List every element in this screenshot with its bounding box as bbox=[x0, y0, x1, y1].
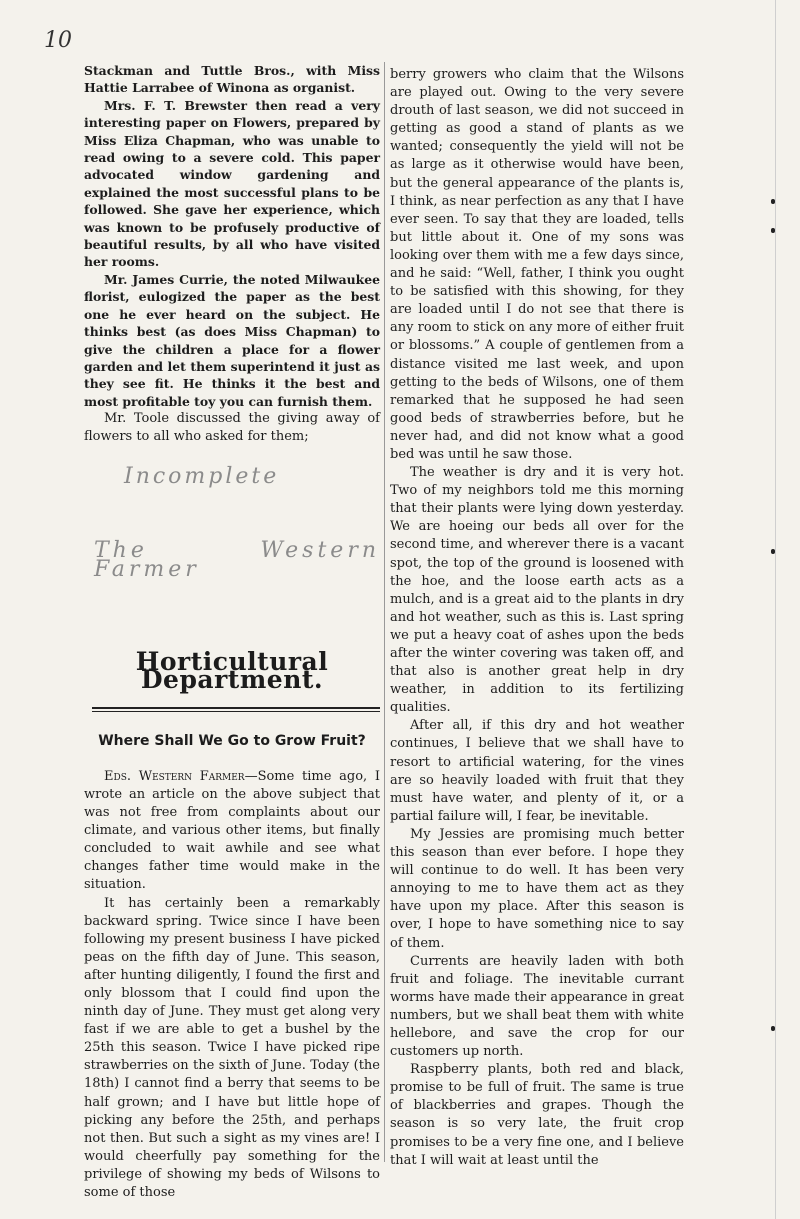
binding-hole-mark bbox=[771, 1026, 775, 1031]
article-body bbox=[84, 768, 380, 1202]
report-paragraph: Mr. James Currie, the noted Milwaukee florist, eulogized the paper as the best one he ever heard on the subject. He thinks best (as does Miss Chapman) to give the children a place for a flower garden and let them superintend it just as they see fit. He thinks it the best and most profitable toy you can furnish them. bbox=[84, 271, 380, 409]
meeting-report bbox=[84, 62, 380, 410]
binding-hole-mark bbox=[771, 228, 775, 233]
article-paragraph: It has certainly been a remarkably backward spring. Twice since I have been following my present business I have picked peas on the fifth day of June. This season, after hunting diligently, I found the first and only blossom that I could find upon the ninth day of June. They must get along very fast if we are able to get a bushel by the 25th this season. Twice I have picked ripe strawberries on the sixth of June. Today (the 18th) I cannot find a berry that seems to be half grown; and I have but little hope of picking any before the 25th, and perhaps not then. But such a sight as my vines are! I would cheerfully pay something for the privilege of showing my beds of Wilsons to some of those bbox=[84, 895, 380, 1201]
handwritten-note-source: The Western Farmer bbox=[94, 538, 380, 582]
article-paragraph: After all, if this dry and hot weather continues, I believe that we shall have to resort to artificial watering, for the vines are so heavily loaded with fruit that they must have water, and plenty of it, or a partial failure will, I fear, be inevitable. bbox=[390, 718, 684, 824]
article-paragraph: berry growers who claim that the Wilsons are played out. Owing to the very severe drouth of last season, we did not succeed in getting as good a stand of plants as we wanted; consequently the yield will not be as large as it otherwise would have been, but the general appearance of the plants is, I think, as near perfection as any that I have ever seen. To say that they are loaded, tells but little about it. One of my sons was looking over them with me a few days since, and he said: “Well, father, I think you ought to be satisfied with this showing, for they are loaded until I do not see that there is any room to stick on any more of either fruit or blossoms.” A couple of gentlemen from a distance visited me last week, and upon getting to the beds of Wilsons, one of them remarked that he supposed he had seen good beds of strawberries before, but he never had, and did not know what a good bed was until he saw those. bbox=[390, 67, 684, 462]
binding-hole-mark bbox=[771, 549, 775, 554]
right-column bbox=[390, 66, 684, 1170]
page-number: 10 bbox=[44, 28, 72, 53]
article-title: Where Shall We Go to Grow Fruit? bbox=[98, 732, 366, 749]
article-salutation: Eds. Western Farmer bbox=[104, 768, 245, 784]
department-heading: Horticultural Department. bbox=[135, 646, 329, 694]
heading-rule bbox=[92, 707, 380, 712]
page-edge-line bbox=[775, 0, 776, 1219]
report-paragraph-toole: Mr. Toole discussed the giving away of flowers to all who asked for them; bbox=[84, 411, 380, 445]
column-divider bbox=[384, 62, 385, 1162]
binding-hole-mark bbox=[771, 199, 775, 204]
article-paragraph-1-text: —Some time ago, I wrote an article on the above subject that was not free from complaints about our climate, and various other items, but finally concluded to wait awhile and see what changes father time would make in the situation. bbox=[84, 768, 380, 893]
report-paragraph: Stackman and Tuttle Bros., with Miss Hattie Larrabee of Winona as organist. bbox=[84, 63, 380, 96]
article-paragraph: Raspberry plants, both red and black, promise to be full of fruit. The same is true of blackberries and grapes. Though the season is so very late, the fruit crop promises to be a very fine one, and I believe that I will wait at least until the bbox=[390, 1062, 684, 1168]
handwritten-note-incomplete: Incomplete bbox=[124, 464, 280, 490]
report-paragraph: Mrs. F. T. Brewster then read a very interesting paper on Flowers, prepared by Miss Eliza Chapman, who was unable to read owing to a severe cold. This paper advocated window gardening and explained the most successful plans to be followed. She gave her experience, which was known to be profusely productive of beautiful results, by all who have visited her rooms. bbox=[84, 97, 380, 270]
article-paragraph: My Jessies are promising much better this season than ever before. I hope they will continue to do well. It has been very annoying to me to have them act as they have upon my place. After this season is over, I hope to have something nice to say of them. bbox=[390, 826, 684, 951]
article-paragraph: Currents are heavily laden with both fruit and foliage. The inevitable currant worms have made their appearance in great numbers, but we shall beat them with white hellebore, and save the crop for our customers up north. bbox=[390, 953, 684, 1060]
left-column bbox=[84, 62, 380, 1202]
article-paragraph-1 bbox=[84, 768, 380, 895]
article-paragraph: The weather is dry and it is very hot. Two of my neighbors told me this morning that their plants were lying down yesterday. We are hoeing our beds all over for the second time, and wherever there is a vacant spot, the top of the ground is loosened with the hoe, and the loose earth acts as a mulch, and is a great aid to the plants in dry and hot weather, such as this is. Last spring we put a heavy coat of ashes upon the beds after the winter covering was taken off, and that also is another great help in dry weather, in addition to its fertilizing qualities. bbox=[390, 465, 684, 716]
